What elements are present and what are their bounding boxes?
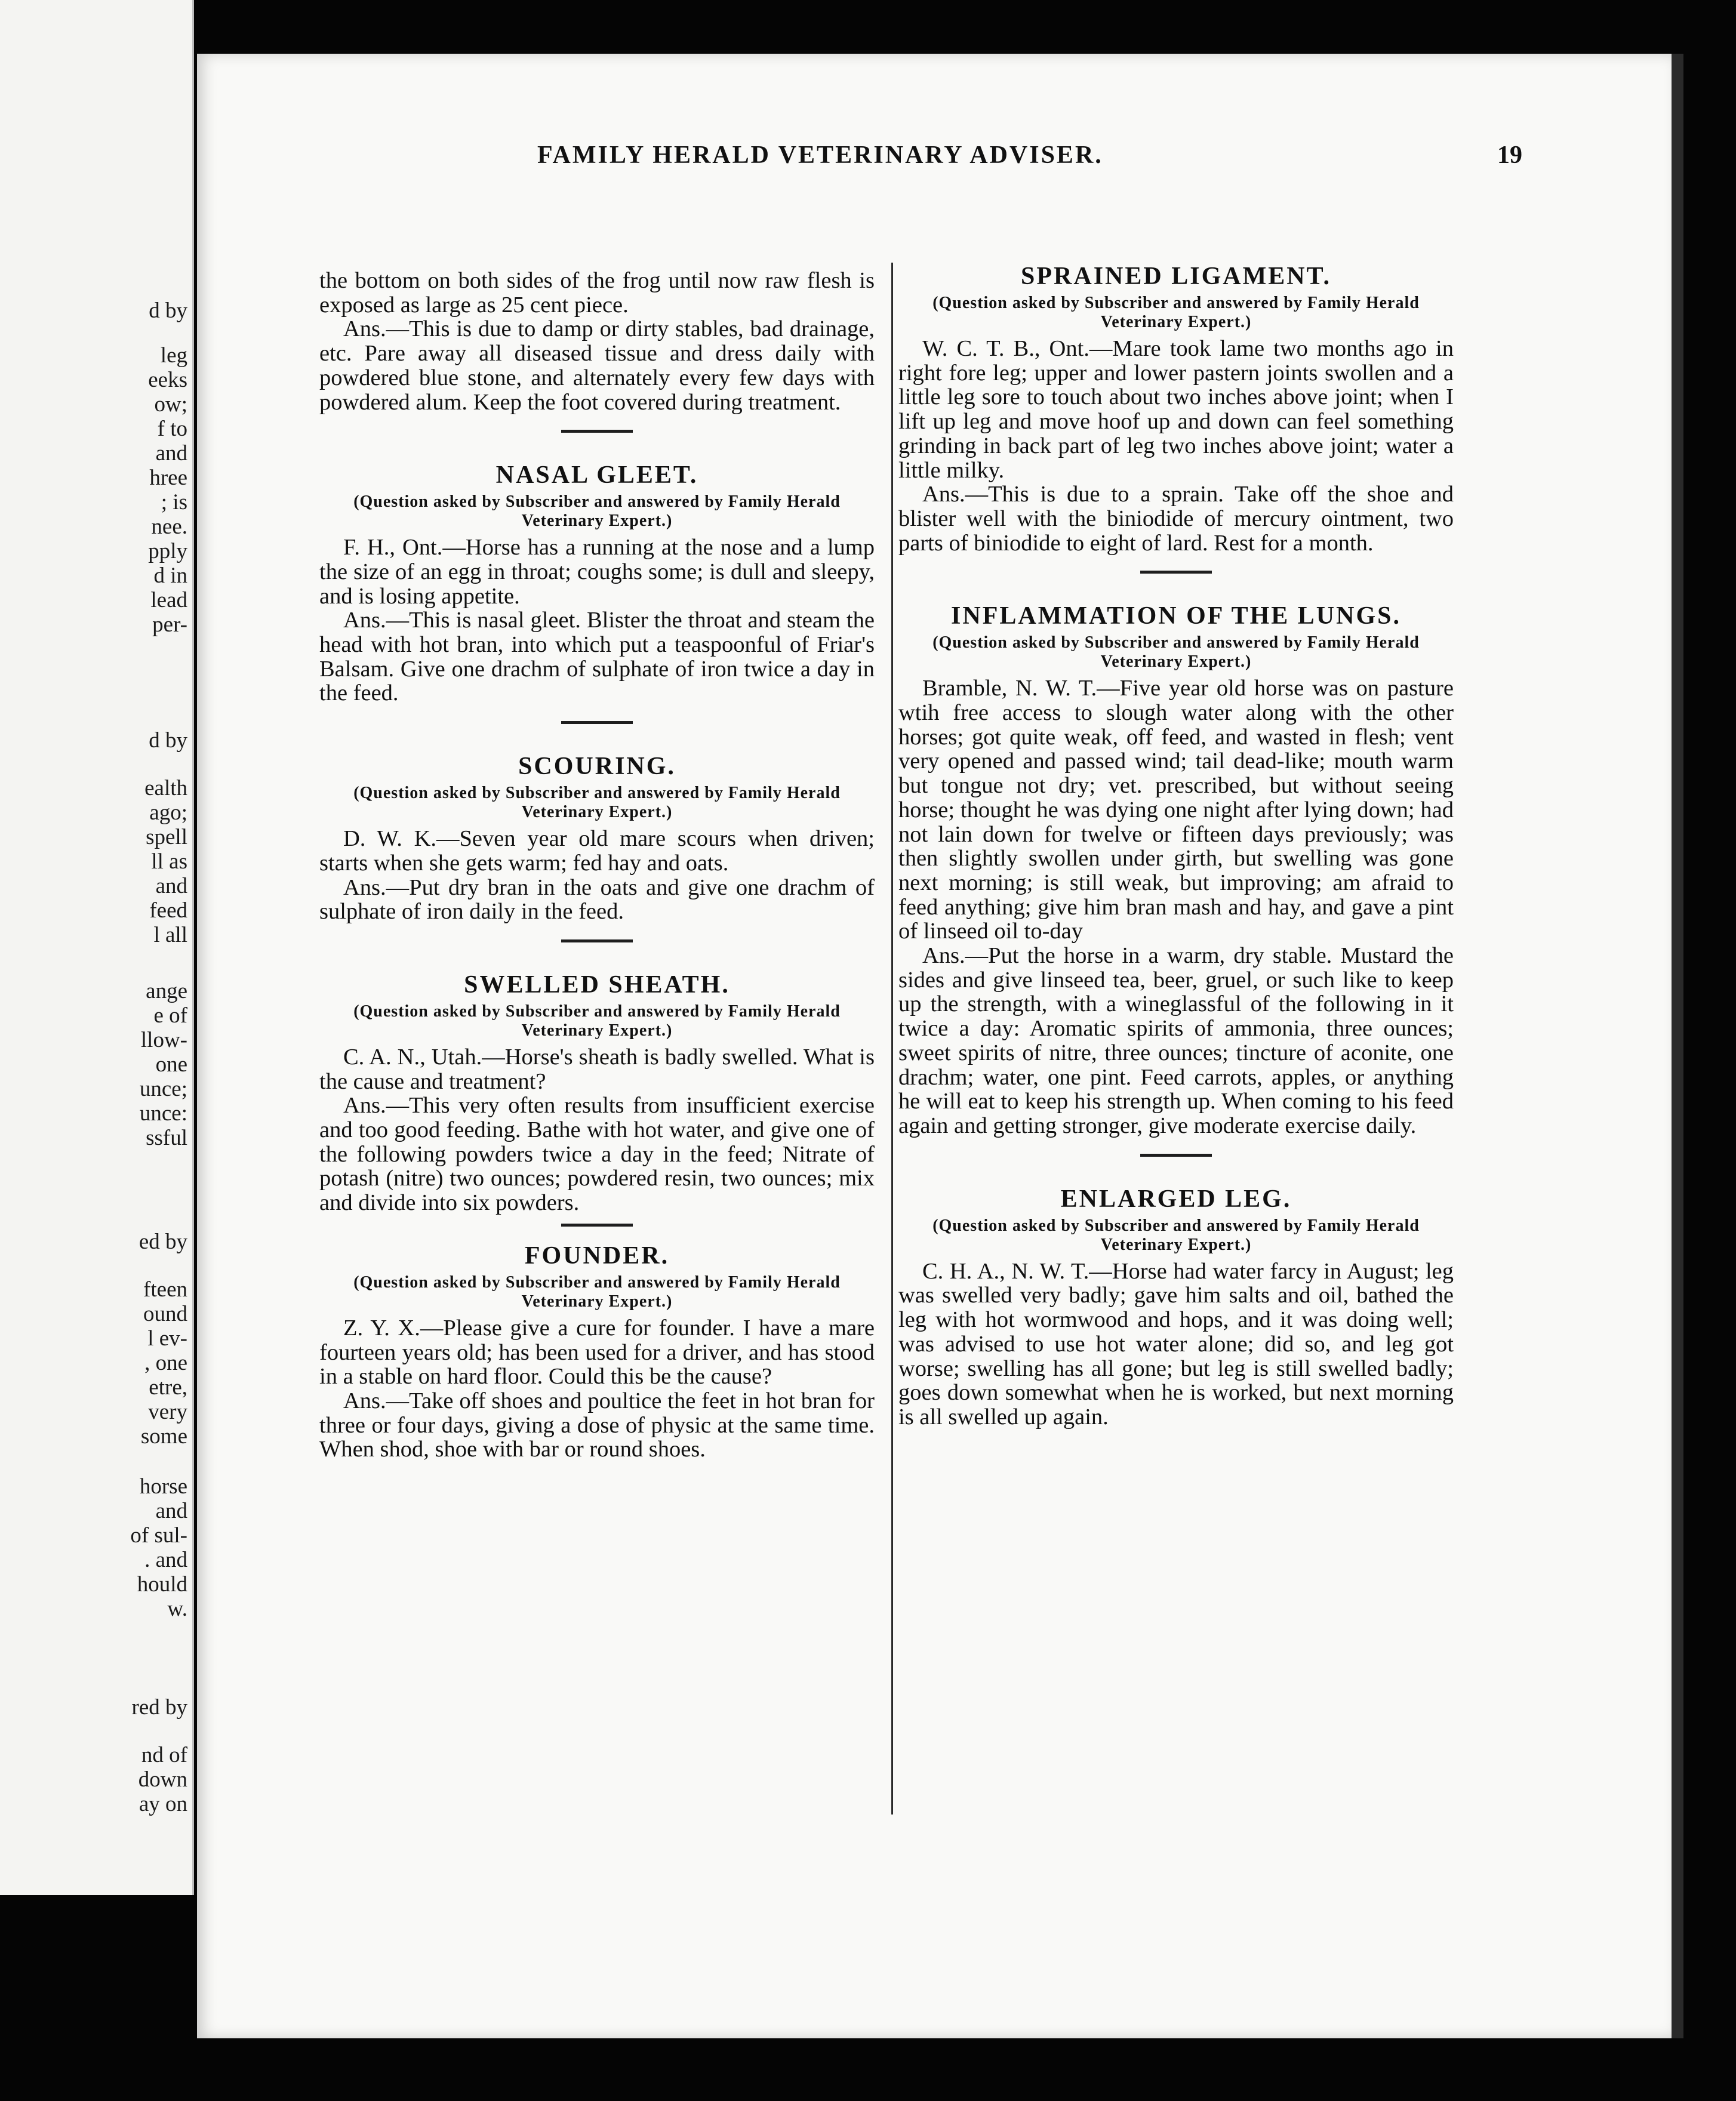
- facing-page-line: of sul-: [130, 1523, 187, 1548]
- facing-page-line: l ev-: [147, 1326, 187, 1351]
- facing-page-line: hould: [137, 1572, 187, 1597]
- article-sprained-ligament: [898, 263, 1454, 555]
- article-nasal-gleet: [319, 461, 875, 706]
- facing-page-fragment: [0, 0, 194, 1895]
- article-question: Z. Y. X.—Please give a cure for founder. I have a mare fourteen years old; has been used for a driver, and has stood in a stable on hard floor. Could this be the cause?: [319, 1315, 875, 1390]
- article-answer: Ans.—This is due to a sprain. Take off the shoe and blister well with the biniodide of mercury ointment, two parts of biniodide to eight of lard. Rest for a month.: [898, 482, 1454, 556]
- facing-page-line: spell: [146, 825, 187, 849]
- facing-page-line: ; is: [161, 490, 187, 515]
- facing-page-line: e of: [153, 1003, 187, 1028]
- facing-page-line: hree: [149, 466, 187, 490]
- section-rule: [561, 721, 633, 724]
- article-question: W. C. T. B., Ont.—Mare took lame two months ago in right fore leg; upper and lower pastern joints swollen and a little leg sore to touch about two inches above joint; when I lift up leg and move hoof up and down can feel something grinding in back part of leg two inches above joint; water a little milky.: [898, 336, 1454, 483]
- article-answer: Ans.—Put dry bran in the oats and give one drachm of sulphate of iron daily in the feed.: [319, 874, 875, 925]
- section-rule: [561, 1224, 633, 1227]
- section-rule: [561, 939, 633, 942]
- article-subtitle: (Question asked by Subscriber and answered by Family Herald Veterinary Expert.): [932, 1216, 1420, 1254]
- facing-page-line: lead: [150, 588, 187, 612]
- facing-page-line: ound: [143, 1302, 187, 1326]
- facing-page-line: w.: [167, 1597, 187, 1621]
- page-number: 19: [1497, 141, 1522, 169]
- article-founder: [319, 1242, 875, 1462]
- article-subtitle: (Question asked by Subscriber and answered by Family Herald Veterinary Expert.): [353, 1002, 841, 1040]
- facing-page-line: ay on: [138, 1792, 187, 1816]
- article-scouring: [319, 753, 875, 924]
- article-enlarged-leg: [898, 1185, 1454, 1430]
- article-title: FOUNDER.: [524, 1242, 670, 1270]
- article-question: C. A. N., Utah.—Horse's sheath is badly swelled. What is the cause and treatment?: [319, 1044, 875, 1094]
- facing-page-line: very: [148, 1400, 187, 1424]
- facing-page-line: d by: [149, 728, 187, 753]
- article-subtitle: (Question asked by Subscriber and answered by Family Herald Veterinary Expert.): [353, 1273, 841, 1311]
- running-head: [340, 141, 1522, 177]
- article-title: INFLAMMATION OF THE LUNGS.: [951, 602, 1401, 630]
- article-subtitle: (Question asked by Subscriber and answered by Family Herald Veterinary Expert.): [353, 784, 841, 822]
- facing-page-line: leg: [160, 343, 187, 368]
- facing-page-line: nee.: [151, 515, 187, 539]
- facing-page-line: fteen: [143, 1277, 187, 1302]
- article-swelled-sheath: [319, 971, 875, 1215]
- article-subtitle: (Question asked by Subscriber and answered by Family Herald Veterinary Expert.): [932, 294, 1420, 331]
- running-head-title: FAMILY HERALD VETERINARY ADVISER.: [537, 141, 1103, 169]
- facing-page-line: ssful: [146, 1126, 187, 1150]
- article-answer: Ans.—Put the horse in a warm, dry stable. Mustard the sides and give linseed tea, beer, gruel, or such like to keep up the strength, with a wineglassful of the following in it twice a day: Aromatic spirits of ammonia, three ounces; sweet spirits of nitre, three ounces; tincture of aconite, one drachm; water, one pint. Feed carrots, apples, or anything he will eat to keep his strength up. When coming to his feed again and getting stronger, give moderate exercise daily.: [898, 943, 1454, 1138]
- article-title: SCOURING.: [518, 753, 676, 781]
- facing-page-line: unce:: [139, 1101, 187, 1126]
- facing-page-line: horse: [139, 1474, 187, 1499]
- article-question: F. H., Ont.—Horse has a running at the nose and a lump the size of an egg in throat; coughs some; is dull and sleepy, and is losing appetite.: [319, 535, 875, 609]
- continuation-answer: Ans.—This is due to damp or dirty stables, bad drainage, etc. Pare away all diseased tissue and dress daily with powdered blue stone, and alternately every few days with powdered alum. Keep the foot covered during treatment.: [319, 316, 875, 415]
- facing-page-line: ll as: [151, 849, 187, 874]
- facing-page-line: pply: [148, 539, 187, 563]
- facing-page-line: d in: [153, 563, 187, 588]
- article-subtitle: (Question asked by Subscriber and answered by Family Herald Veterinary Expert.): [353, 492, 841, 531]
- section-rule: [561, 430, 633, 433]
- facing-page-line: , one: [144, 1351, 187, 1375]
- facing-page-line: feed: [149, 898, 187, 923]
- continuation-text: the bottom on both sides of the frog until now raw flesh is exposed as large as 25 cent piece.: [319, 268, 875, 318]
- article-answer: Ans.—This is nasal gleet. Blister the throat and steam the head with hot bran, into which put a teaspoonful of Friar's Balsam. Give one drachm of sulphate of iron twice a day in the feed.: [319, 608, 875, 706]
- facing-page-line: per-: [152, 612, 187, 637]
- facing-page-line: etre,: [149, 1375, 187, 1400]
- section-rule: [1140, 1154, 1212, 1157]
- article-inflammation-of-the-lungs: [898, 602, 1454, 1138]
- facing-page-line: ed by: [138, 1230, 187, 1254]
- facing-page-line: some: [140, 1424, 187, 1449]
- column-divider: [891, 263, 893, 1815]
- article-answer: Ans.—This very often results from insufficient exercise and too good feeding. Bathe with hot water, and give one of the following powders twice a day in the feed; Nitrate of potash (nitre) two ounces; powdered resin, two ounces; mix and divide into six powders.: [319, 1093, 875, 1216]
- article-title: ENLARGED LEG.: [1060, 1185, 1292, 1213]
- article-title: SWELLED SHEATH.: [464, 971, 730, 999]
- facing-page-line: . and: [144, 1548, 187, 1572]
- article-subtitle: (Question asked by Subscriber and answered by Family Herald Veterinary Expert.): [932, 633, 1420, 671]
- article-answer: Ans.—Take off shoes and poultice the feet in hot bran for three or four days, giving a dose of physic at the same time. When shod, shoe with bar or round shoes.: [319, 1388, 875, 1462]
- facing-page-line: down: [138, 1767, 187, 1792]
- facing-page-line: and: [155, 1499, 187, 1523]
- facing-page-line: llow-: [140, 1028, 187, 1052]
- facing-page-line: f to: [157, 417, 187, 441]
- facing-page-line: ago;: [149, 800, 187, 825]
- left-column: [319, 269, 875, 1462]
- facing-page-line: ealth: [144, 776, 187, 800]
- section-rule: [1140, 571, 1212, 574]
- facing-page-line: eeks: [148, 368, 187, 392]
- facing-page-line: and: [155, 874, 187, 898]
- facing-page-line: l all: [153, 923, 187, 947]
- facing-page-line: ow;: [154, 392, 187, 417]
- article-question: Bramble, N. W. T.—Five year old horse was on pasture wtih free access to slough water along with the other horses; got quite weak, off feed, and wasted in flesh; vent very opened and passed wind; tail dead-like; mouth warm but tongue not dry; vet. prescribed, but without seeing horse; thought he was dying one night after lying down; had not lain down for twelve or fifteen days previously; was then slightly swollen under girth, but swelling was gone next morning; is still weak, but improving; am afraid to feed anything; give him bran mash and hay, and gave a pint of linseed oil to-day: [898, 676, 1454, 944]
- facing-page-line: nd of: [141, 1743, 187, 1767]
- facing-page-line: d by: [149, 298, 187, 323]
- facing-page-line: and: [155, 441, 187, 466]
- article-question: D. W. K.—Seven year old mare scours when driven; starts when she gets warm; fed hay and oats.: [319, 826, 875, 876]
- facing-page-line: unce;: [139, 1077, 187, 1101]
- right-column: [898, 263, 1454, 1430]
- facing-page-line: red by: [131, 1695, 187, 1720]
- article-title: NASAL GLEET.: [495, 461, 698, 489]
- facing-page-line: ange: [146, 979, 187, 1003]
- facing-page-line: one: [155, 1052, 187, 1077]
- article-question: C. H. A., N. W. T.—Horse had water farcy in August; leg was swelled very badly; gave him salts and oil, bathed the leg with hot wormwood and hops, and it was doing well; was advised to use hot water alone; did so, and leg got worse; swelling has all gone; but leg is still swelled badly; goes down somewhat when he is worked, but next morning is all swelled up again.: [898, 1258, 1454, 1430]
- article-title: SPRAINED LIGAMENT.: [1021, 263, 1331, 290]
